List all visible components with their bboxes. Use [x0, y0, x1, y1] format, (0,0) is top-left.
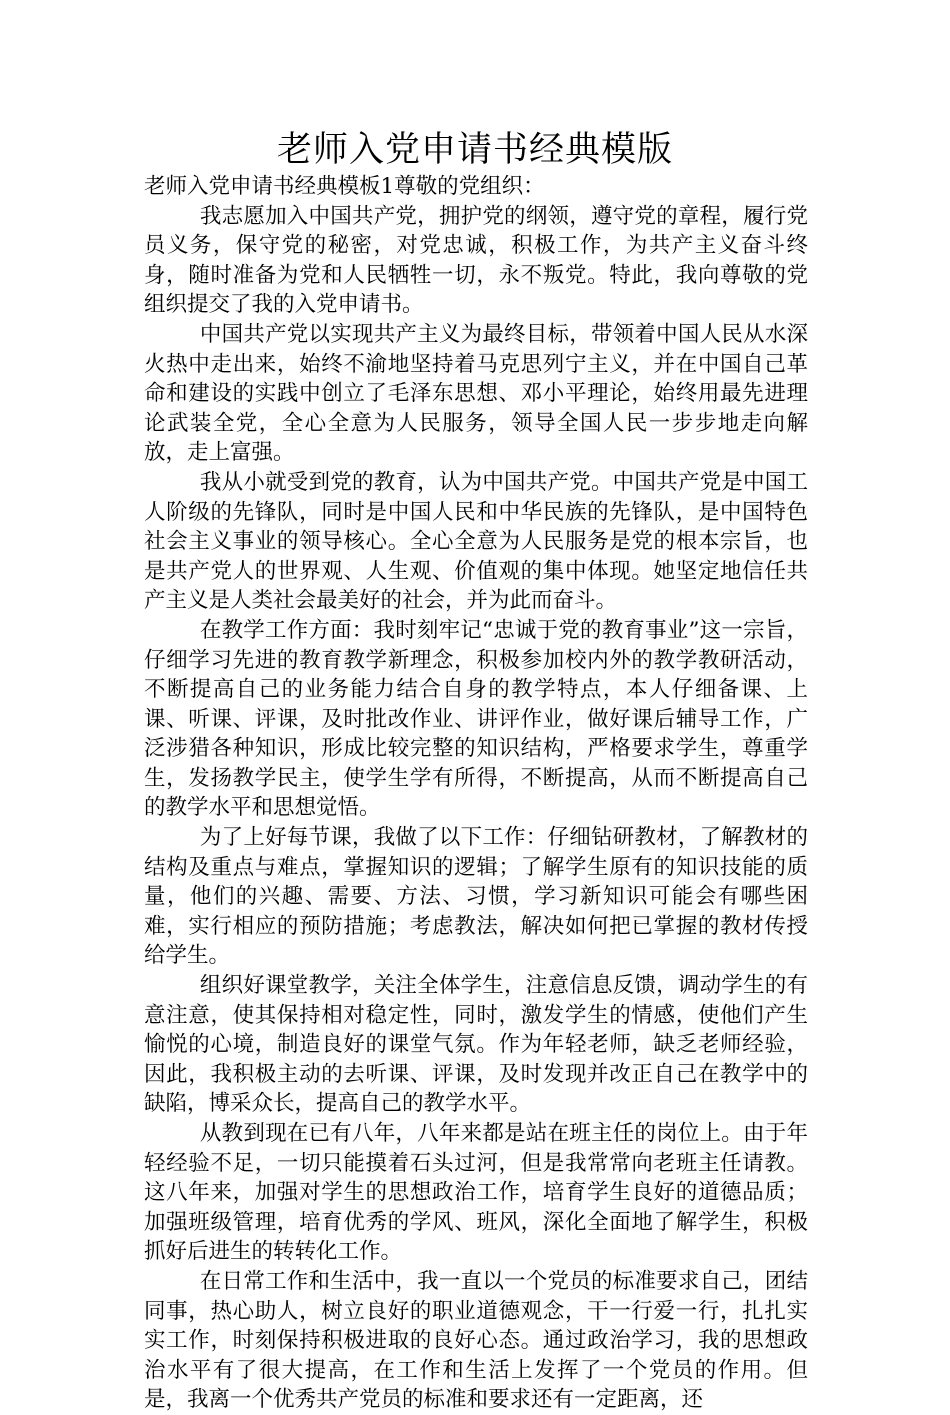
document-body [144, 172, 808, 1415]
document-title: 老师入党申请书经典模版 [276, 130, 673, 170]
paragraph-6: 组织好课堂教学，关注全体学生，注意信息反馈，调动学生的有意注意，使其保持相对稳定性，同时，激发学生的情感，使他们产生愉悦的心境，制造良好的课堂气氛。作为年轻老师，缺乏老师经验，因此，我积极主动的去听课、评课，及时发现并改正自己在教学中的缺陷，博采众长，提高自己的教学水平。 [144, 973, 808, 1117]
paragraph-1: 我志愿加入中国共产党，拥护党的纲领，遵守党的章程，履行党员义务，保守党的秘密，对党忠诚，积极工作，为共产主义奋斗终身，随时准备为党和人民牺牲一切，永不叛党。特此，我向尊敬的党组织提交了我的入党申请书。 [144, 203, 808, 318]
paragraph-7: 从教到现在已有八年，八年来都是站在班主任的岗位上。由于年轻经验不足，一切只能摸着石头过河，但是我常常向老班主任请教。这八年来，加强对学生的思想政治工作，培育学生良好的道德品质；加强班级管理，培育优秀的学风、班风，深化全面地了解学生，积极抓好后进生的转转化工作。 [144, 1121, 808, 1265]
paragraph-5: 为了上好每节课，我做了以下工作：仔细钻研教材，了解教材的结构及重点与难点，掌握知识的逻辑；了解学生原有的知识技能的质量，他们的兴趣、需要、方法、习惯，学习新知识可能会有哪些困难，实行相应的预防措施；考虑教法，解决如何把已掌握的教材传授给学生。 [144, 825, 808, 969]
paragraph-2: 中国共产党以实现共产主义为最终目标，带领着中国人民从水深火热中走出来，始终不渝地坚持着马克思列宁主义，并在中国自己革命和建设的实践中创立了毛泽东思想、邓小平理论，始终用最先进理论武装全党，全心全意为人民服务，领导全国人民一步步地走向解放，走上富强。 [144, 321, 808, 466]
paragraph-3: 我从小就受到党的教育，认为中国共产党。中国共产党是中国工人阶级的先锋队，同时是中国人民和中华民族的先锋队，是中国特色社会主义事业的领导核心。全心全意为人民服务是党的根本宗旨，也是共产党人的世界观、人生观、价值观的集中体现。她坚定地信任共产主义是人类社会最美好的社会，并为此而奋斗。 [144, 469, 808, 614]
salutation: 老师入党申请书经典模板1尊敬的党组织： [144, 174, 545, 199]
paragraph-8: 在日常工作和生活中，我一直以一个党员的标准要求自己，团结同事，热心助人，树立良好的职业道德观念，干一行爱一行，扎扎实实工作，时刻保持积极进取的良好心态。通过政治学习，我的思想政治水平有了很大提高，在工作和生活上发挥了一个党员的作用。但是，我离一个优秀共产党员的标准和要求还有一定距离，还 [144, 1268, 808, 1413]
paragraph-4: 在教学工作方面：我时刻牢记“忠诚于党的教育事业”这一宗旨，仔细学习先进的教育教学新理念，积极参加校内外的教学教研活动，不断提高自己的业务能力结合自身的教学特点，本人仔细备课、上课、听课、评课，及时批改作业、讲评作业，做好课后辅导工作，广泛涉猎各种知识，形成比较完整的知识结构，严格要求学生，尊重学生，发扬教学民主，使学生学有所得，不断提高，从而不断提高自己的教学水平和思想觉悟。 [144, 617, 808, 821]
